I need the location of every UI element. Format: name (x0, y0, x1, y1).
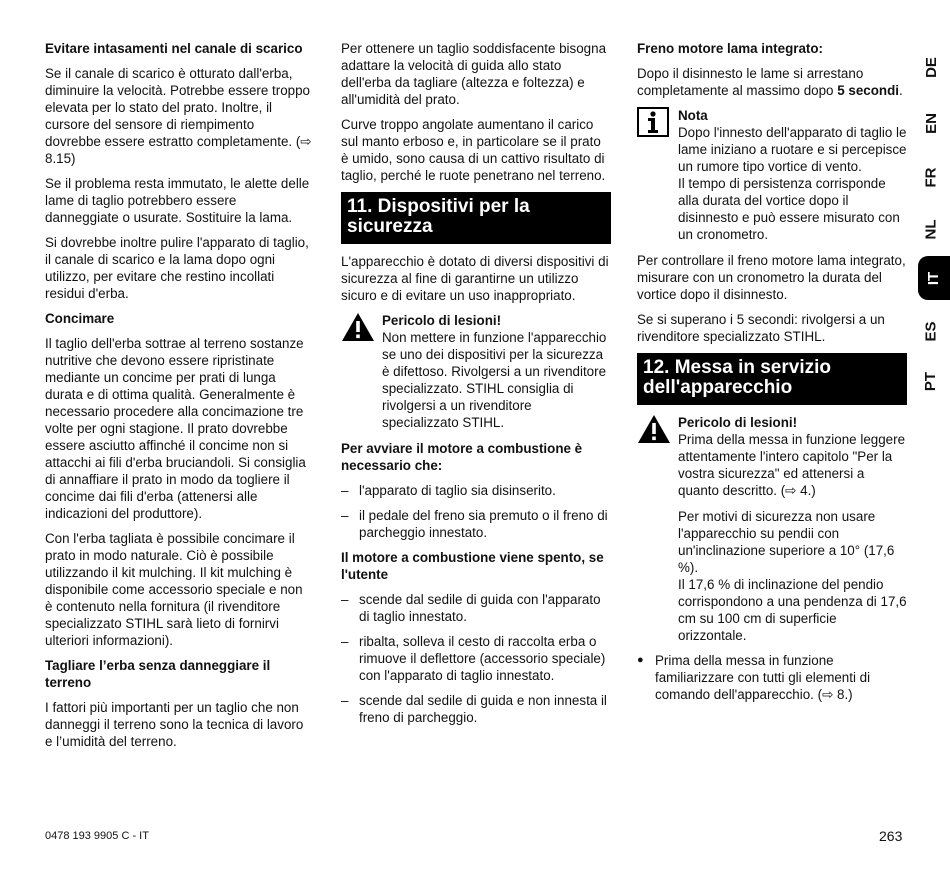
warning-block (637, 414, 907, 499)
tab-pt[interactable]: PT (922, 371, 940, 391)
page-number: 263 (879, 828, 903, 844)
paragraph: Se il problema resta immutato, le alette delle lame di taglio potrebbero essere danneggiate o usurate. Sostituire la lama. (45, 176, 310, 225)
section-title-safety-devices: 11. Dispositivi per la sicurezza (341, 192, 611, 244)
list-item: – il pedale del freno sia premuto o il freno di parcheggio innestato. (341, 508, 608, 540)
paragraph: Si dovrebbe inoltre pulire l'apparato di taglio, il canale di scarico e la lama dopo ogni utilizzo, per evitare che restino incollati residui d'erba. (45, 235, 309, 301)
heading-fertilize: Concimare (45, 311, 115, 326)
heading-clogging: Evitare intasamenti nel canale di scarico (45, 41, 303, 56)
column-2 (341, 40, 611, 734)
warning-triangle-icon (637, 414, 678, 499)
tab-de[interactable]: DE (922, 56, 940, 78)
paragraph: Il taglio dell'erba sottrae al terreno sostanze nutritive che devono essere ripristinate mediante un concime per prati di lunga durata e di ottima qualità. Generalmente è necessario procedere alla concimazione tre volte per ogni stagione. Il prato dovrebbe essere asciutto affinché il concime non si attacchi ai fili d'erba bruciandoli. Si consiglia di annaffiare il prato in modo da togliere il concime dai fili d'erba (attenersi alle indicazioni del produttore). (45, 336, 306, 521)
warning-block (341, 312, 611, 431)
tab-nl[interactable]: NL (922, 219, 940, 239)
paragraph: Per ottenere un taglio soddisfacente bisogna adattare la velocità di guida allo stato dell'erba da tagliare (altezza e foltezza) e all'umidità del prato. (341, 41, 607, 107)
note-title: Nota (678, 108, 708, 123)
warning-triangle-icon (341, 312, 382, 431)
info-icon (637, 107, 678, 243)
note-text: Il tempo di persistenza corrisponde alla durata del vortice dopo il disinnesto e può essere misurato con un cronometro. (678, 176, 900, 242)
warning-text: Non mettere in funzione l'apparecchio se uno dei dispositivi per la sicurezza è difettoso. Rivolgersi a un rivenditore specializzato. STIHL consiglia di rivolgersi a un rivenditore specializzato STIHL. (382, 330, 607, 430)
warning-text: Prima della messa in funzione leggere attentamente l'intero capitolo "Per la vostra sicurezza" ed attenersi a quanto descritto. (⇨ 4.) (678, 432, 906, 498)
tab-it[interactable]: IT (918, 256, 950, 300)
section-title-commissioning: 12. Messa in servizio dell'apparecchio (637, 353, 907, 405)
column-1 (45, 40, 313, 758)
paragraph: Per motivi di sicurezza non usare l'apparecchio su pendii con un'inclinazione superiore a 10° (17,6 %). (678, 509, 895, 575)
tab-es[interactable]: ES (922, 320, 940, 342)
note-text: Dopo l'innesto dell'apparato di taglio le lame iniziano a ruotare e si percepisce un rumore tipo vortice di vento. (678, 125, 907, 174)
paragraph: Con l'erba tagliata è possibile concimare il prato in modo naturale. Ciò è possibile utilizzando il kit mulching. Il kit mulching è disponibile come accessorio speciale e non è contenuto nella fornitura (il rivenditore specializzato STIHL sarà lieto di fornirvi ulteriori informazioni). (45, 531, 303, 648)
list-item: – scende dal sedile di guida con l'apparato di taglio innestato. (341, 592, 601, 624)
warning-title: Pericolo di lesioni! (382, 313, 502, 328)
column-3 (637, 40, 907, 711)
warning-title: Pericolo di lesioni! (678, 415, 798, 430)
paragraph: Dopo il disinnesto le lame si arrestano completamente al massimo dopo 5 secondi. (637, 66, 903, 98)
slope-info (678, 508, 907, 644)
paragraph: Per controllare il freno motore lama integrato, misurare con un cronometro la durata del vortice dopo il disinnesto. (637, 253, 906, 302)
paragraph: Se si superano i 5 secondi: rivolgersi a un rivenditore specializzato STIHL. (637, 312, 885, 344)
bullet-item: ● Prima della messa in funzione familiarizzare con tutti gli elementi di comando dell'apparecchio. (⇨ 8.) (637, 653, 871, 702)
paragraph: Il 17,6 % di inclinazione del pendio corrispondono a una pendenza di 17,6 cm su 100 cm di superficie orizzontale. (678, 577, 907, 643)
heading-cut-grass: Tagliare l’erba senza danneggiare il terreno (45, 658, 271, 690)
heading-start-engine: Per avviare il motore a combustione è necessario che: (341, 441, 583, 473)
paragraph: Curve troppo angolate aumentano il carico sul manto erboso e, in particolare se il prato è umido, sono causa di un cattivo risultato di taglio, perché le ruote penetrano nel terreno. (341, 117, 606, 183)
list-item: – l'apparato di taglio sia disinserito. (341, 483, 556, 498)
list-item: – scende dal sedile di guida e non innesta il freno di parcheggio. (341, 693, 607, 725)
heading-blade-brake: Freno motore lama integrato: (637, 41, 824, 56)
tab-fr[interactable]: FR (922, 167, 940, 187)
heading-engine-off: Il motore a combustione viene spento, se l'utente (341, 550, 604, 582)
paragraph: L'apparecchio è dotato di diversi dispositivi di sicurezza al fine di garantirne un utilizzo sicuro e di evitare un uso inappropriato. (341, 254, 609, 303)
tab-en[interactable]: EN (922, 112, 940, 134)
paragraph: Se il canale di scarico è otturato dall'erba, diminuire la velocità. Potrebbe essere troppo elevata per lo stato del prato. Inoltre, il cursore del sensore di riempimento dovrebbe essere estratto completamente. (⇨ 8.15) (45, 66, 312, 166)
list-item: – ribalta, solleva il cesto di raccolta erba o rimuove il deflettore (accessorio speciale) con l'apparato di taglio innestato. (341, 634, 606, 683)
note-block (637, 107, 907, 243)
paragraph: I fattori più importanti per un taglio che non danneggi il terreno sono la tecnica di lavoro e l’umidità del terreno. (45, 700, 304, 749)
document-code: 0478 193 9905 C - IT (45, 830, 149, 842)
